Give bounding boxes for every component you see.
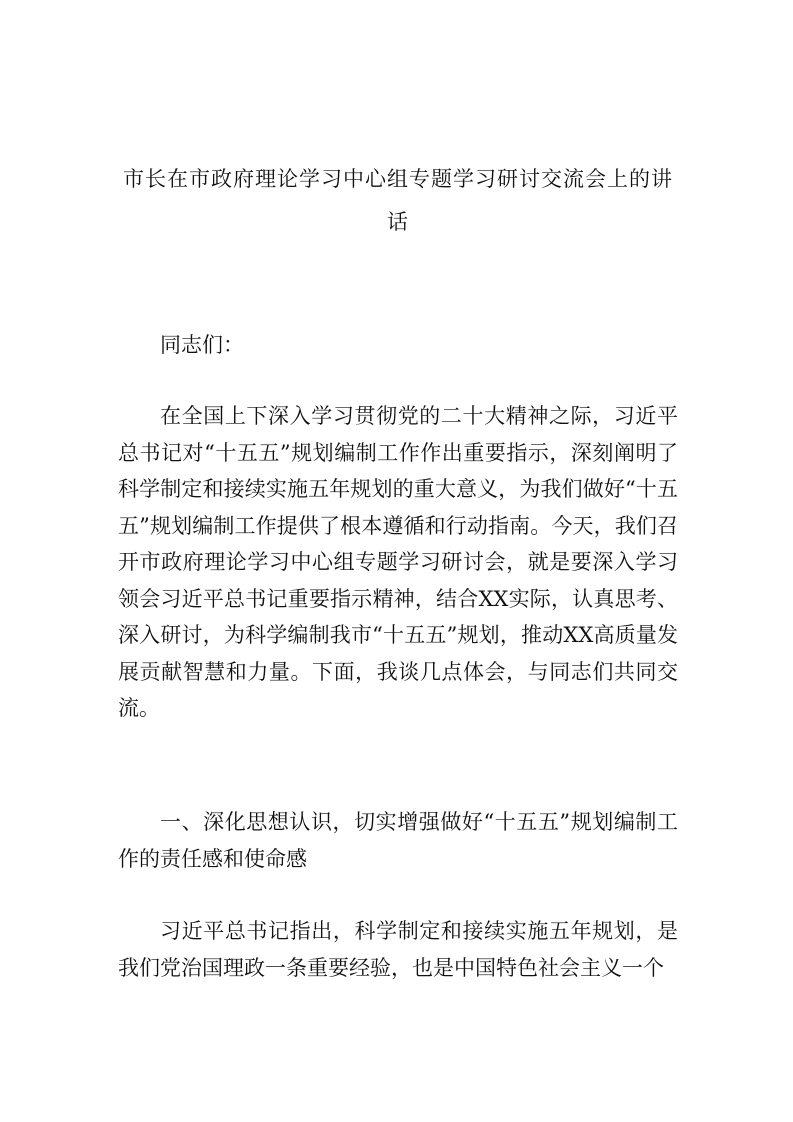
salutation: 同志们： bbox=[160, 333, 244, 357]
section-heading: 一、深化思想认识，切实增强做好“十五五”规划编制工作的责任感和使命感 bbox=[118, 810, 678, 871]
document-title: 市长在市政府理论学习中心组专题学习研讨交流会上的讲话 bbox=[123, 167, 673, 234]
body-paragraph: 习近平总书记指出，科学制定和接续实施五年规划，是我们党治国理政一条重要经验，也是中国特色社会主义一个 bbox=[118, 919, 678, 980]
body-paragraph: 在全国上下深入学习贯彻党的二十大精神之际，习近平总书记对“十五五”规划编制工作作出重要指示，深刻阐明了科学制定和接续实施五年规划的重大意义，为我们做好“十五五”规划编制工作提供了根本遵循和行动指南。今天，我们召开市政府理论学习中心组专题学习研讨会，就是要深入学习领会习近平总书记重要指示精神，结合XX实际，认真思考、深入研讨，为科学编制我市“十五五”规划，推动XX高质量发展贡献智慧和力量。下面，我谈几点体会，与同志们共同交流。 bbox=[118, 404, 678, 720]
